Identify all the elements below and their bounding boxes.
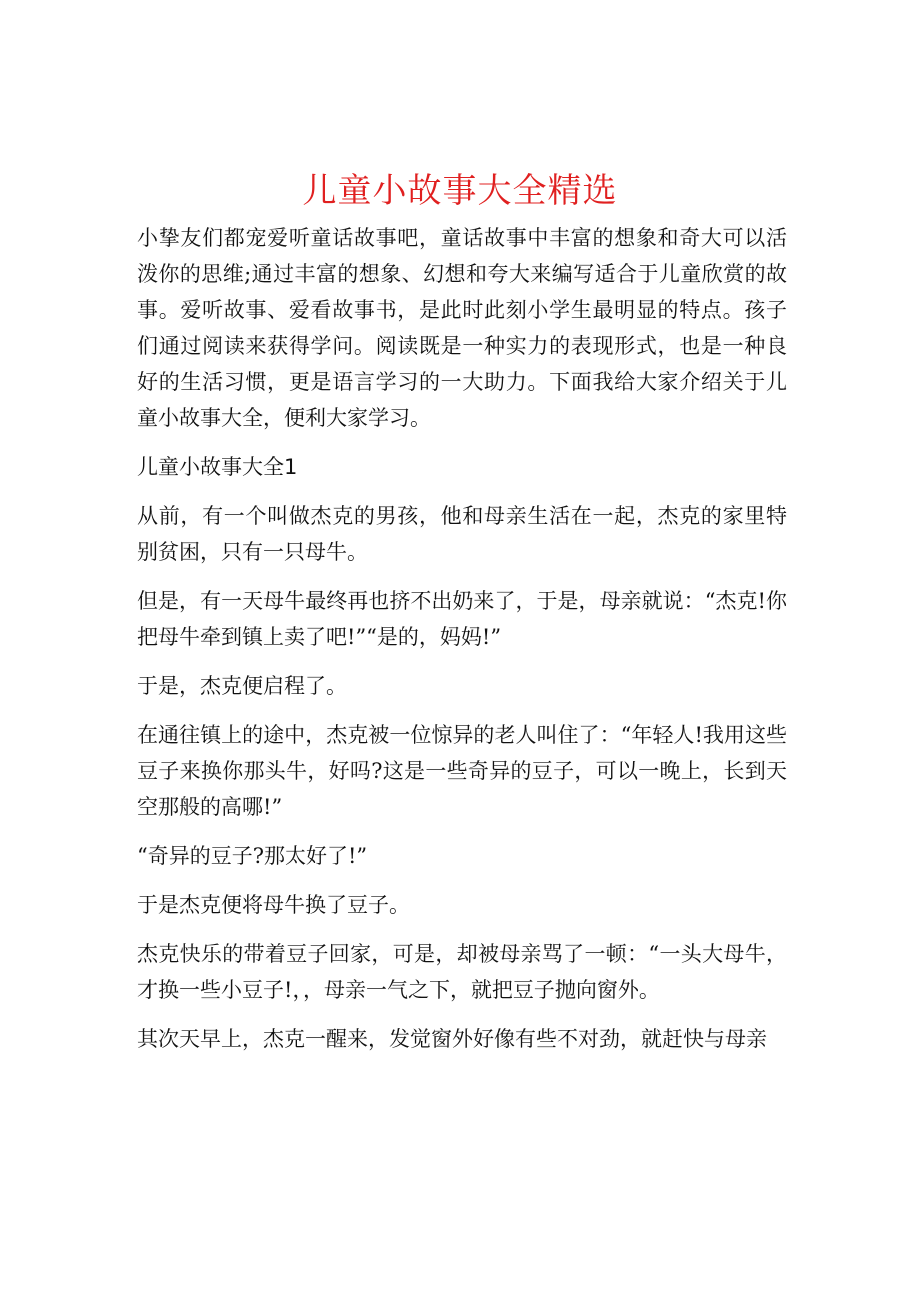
story-paragraph: 于是杰克便将母牛换了豆子。 [137,893,410,917]
story-paragraph: 其次天早上，杰克一醒来，发觉窗外好像有些不对劲，就赶快与母亲 [137,1027,767,1051]
story-paragraph: “奇异的豆子?那太好了!” [137,844,368,868]
story-paragraph: 在通往镇上的途中，杰克被一位惊异的老人叫住了：“年轻人!我用这些豆子来换你那头牛，好吗?这是一些奇异的豆子，可以一晚上，长到天空那般的高哪!” [137,723,787,819]
document-body [137,220,787,1070]
story-paragraph: 于是，杰克便启程了。 [137,674,347,698]
story-paragraph: 但是，有一天母牛最终再也挤不出奶来了，于是，母亲就说：“杰克!你把母牛牵到镇上卖了吧!”“是的，妈妈!” [137,589,787,649]
intro-paragraph: 小挚友们都宠爱听童话故事吧，童话故事中丰富的想象和奇大可以活泼你的思维;通过丰富的想象、幻想和夸大来编写适合于儿童欣赏的故事。爱听故事、爱看故事书，是此时此刻小学生最明显的特点。孩子们通过阅读来获得学问。阅读既是一种实力的表现形式，也是一种良好的生活习惯，更是语言学习的一大助力。下面我给大家介绍关于儿童小故事大全，便利大家学习。 [137,226,787,430]
section-heading: 儿童小故事大全1 [137,455,298,479]
story-paragraph: 从前，有一个叫做杰克的男孩，他和母亲生活在一起，杰克的家里特别贫困，只有一只母牛。 [137,504,787,564]
story-paragraph: 杰克快乐的带着豆子回家，可是，却被母亲骂了一顿：“一头大母牛，才换一些小豆子!，，母亲一气之下，就把豆子抛向窗外。 [137,942,787,1002]
document-title: 儿童小故事大全精选 [302,170,618,211]
